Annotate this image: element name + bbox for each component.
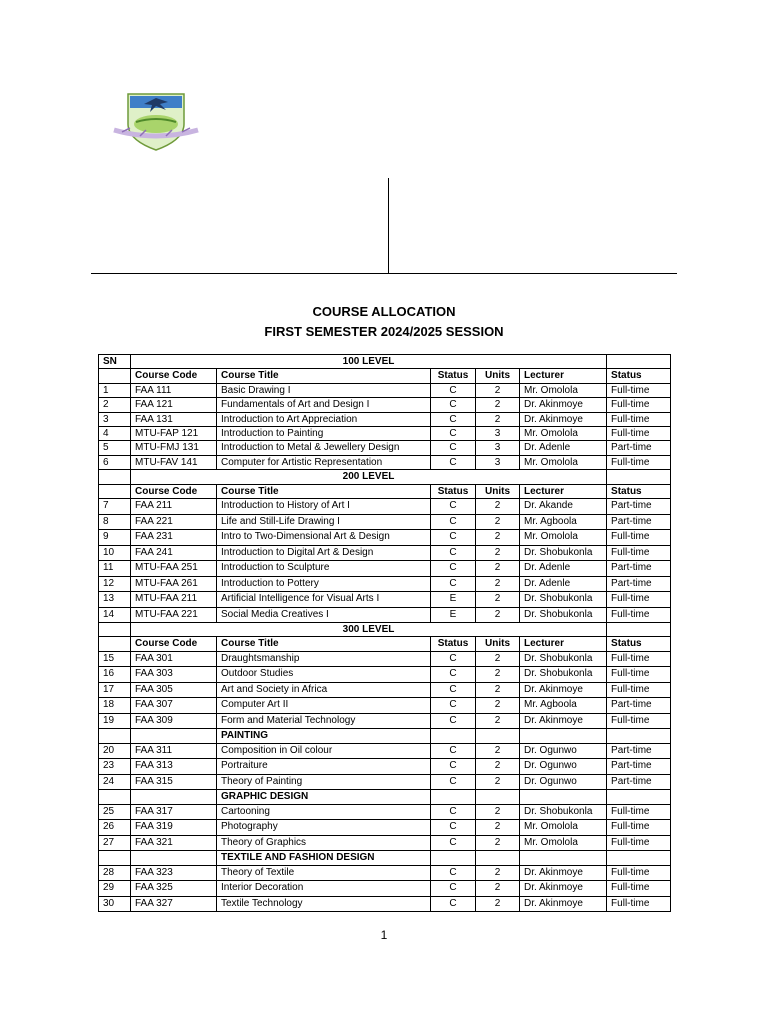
course-status-cell: C bbox=[431, 820, 476, 836]
course-units-cell: 3 bbox=[476, 441, 520, 455]
course-title-cell: Form and Material Technology bbox=[217, 713, 431, 729]
course-units-cell: 2 bbox=[476, 530, 520, 546]
lecturer-cell: Dr. Akinmoye bbox=[520, 713, 607, 729]
course-code-cell: MTU-FAA 251 bbox=[131, 561, 217, 577]
course-code-cell: MTU-FAA 221 bbox=[131, 607, 217, 623]
course-status-cell: C bbox=[431, 561, 476, 577]
course-title-cell: Introduction to Art Appreciation bbox=[217, 412, 431, 426]
course-code-cell: FAA 313 bbox=[131, 759, 217, 775]
course-units-cell: 2 bbox=[476, 651, 520, 667]
course-units-cell: 2 bbox=[476, 561, 520, 577]
course-units-cell: 2 bbox=[476, 398, 520, 412]
document-title: COURSE ALLOCATION bbox=[312, 304, 456, 319]
table-row bbox=[99, 651, 671, 667]
course-title-cell: Basic Drawing I bbox=[217, 383, 431, 397]
empty-cell bbox=[607, 470, 671, 484]
empty-cell bbox=[607, 729, 671, 743]
course-code-cell: MTU-FAA 211 bbox=[131, 592, 217, 608]
course-status-cell: C bbox=[431, 427, 476, 441]
table-row bbox=[99, 383, 671, 397]
course-title-cell: Theory of Graphics bbox=[217, 835, 431, 851]
lecturer-cell: Dr. Shobukonla bbox=[520, 804, 607, 820]
course-status-cell: C bbox=[431, 865, 476, 881]
header-horizontal-rule bbox=[91, 273, 677, 274]
header-course-code: Course Code bbox=[131, 484, 217, 498]
empty-cell bbox=[131, 851, 217, 865]
course-units-cell: 2 bbox=[476, 667, 520, 683]
course-units-cell: 2 bbox=[476, 576, 520, 592]
empty-cell bbox=[607, 623, 671, 637]
table-row bbox=[99, 759, 671, 775]
header-lecturer: Lecturer bbox=[520, 637, 607, 651]
sn-cell: 16 bbox=[99, 667, 131, 683]
course-units-cell: 2 bbox=[476, 514, 520, 530]
course-code-cell: FAA 311 bbox=[131, 743, 217, 759]
course-code-cell: FAA 231 bbox=[131, 530, 217, 546]
course-code-cell: FAA 321 bbox=[131, 835, 217, 851]
course-title-cell: Photography bbox=[217, 820, 431, 836]
employment-status-cell: Full-time bbox=[607, 412, 671, 426]
empty-cell bbox=[99, 729, 131, 743]
course-status-cell: C bbox=[431, 713, 476, 729]
employment-status-cell: Full-time bbox=[607, 713, 671, 729]
course-code-cell: FAA 241 bbox=[131, 545, 217, 561]
crest-icon bbox=[110, 90, 202, 152]
course-code-cell: FAA 317 bbox=[131, 804, 217, 820]
table-row bbox=[99, 774, 671, 790]
sn-cell: 11 bbox=[99, 561, 131, 577]
course-code-cell: FAA 323 bbox=[131, 865, 217, 881]
lecturer-cell: Dr. Adenle bbox=[520, 441, 607, 455]
table-row bbox=[99, 804, 671, 820]
course-units-cell: 2 bbox=[476, 412, 520, 426]
sn-cell: 28 bbox=[99, 865, 131, 881]
lecturer-cell: Dr. Shobukonla bbox=[520, 545, 607, 561]
lecturer-cell: Mr. Omolola bbox=[520, 820, 607, 836]
course-units-cell: 2 bbox=[476, 820, 520, 836]
table-row bbox=[99, 427, 671, 441]
sn-cell: 9 bbox=[99, 530, 131, 546]
section-title-row bbox=[99, 470, 671, 484]
lecturer-cell: Mr. Omolola bbox=[520, 835, 607, 851]
employment-status-cell: Part-time bbox=[607, 774, 671, 790]
sn-cell: 19 bbox=[99, 713, 131, 729]
header-status: Status bbox=[431, 484, 476, 498]
table-row bbox=[99, 455, 671, 469]
empty-cell bbox=[99, 790, 131, 804]
lecturer-cell: Mr. Omolola bbox=[520, 427, 607, 441]
employment-status-cell: Full-time bbox=[607, 530, 671, 546]
sn-cell: 15 bbox=[99, 651, 131, 667]
empty-cell bbox=[431, 729, 476, 743]
specialization-title: GRAPHIC DESIGN bbox=[217, 790, 431, 804]
course-title-cell: Outdoor Studies bbox=[217, 667, 431, 683]
header-units: Units bbox=[476, 637, 520, 651]
employment-status-cell: Full-time bbox=[607, 682, 671, 698]
empty-cell bbox=[131, 729, 217, 743]
lecturer-cell: Dr. Akinmoye bbox=[520, 865, 607, 881]
lecturer-cell: Dr. Ogunwo bbox=[520, 774, 607, 790]
header-units: Units bbox=[476, 369, 520, 383]
employment-status-cell: Full-time bbox=[607, 398, 671, 412]
course-units-cell: 2 bbox=[476, 545, 520, 561]
course-status-cell: C bbox=[431, 743, 476, 759]
section-title-row bbox=[99, 355, 671, 369]
employment-status-cell: Full-time bbox=[607, 455, 671, 469]
sn-cell: 7 bbox=[99, 499, 131, 515]
header-employment-status: Status bbox=[607, 369, 671, 383]
course-title-cell: Introduction to History of Art I bbox=[217, 499, 431, 515]
course-status-cell: C bbox=[431, 774, 476, 790]
lecturer-cell: Dr. Akande bbox=[520, 499, 607, 515]
specialization-title: PAINTING bbox=[217, 729, 431, 743]
empty-cell bbox=[99, 369, 131, 383]
header-course-code: Course Code bbox=[131, 637, 217, 651]
header-vertical-rule bbox=[388, 178, 389, 274]
sn-cell: 30 bbox=[99, 896, 131, 912]
course-status-cell: C bbox=[431, 398, 476, 412]
course-code-cell: MTU-FMJ 131 bbox=[131, 441, 217, 455]
table-row bbox=[99, 561, 671, 577]
employment-status-cell: Full-time bbox=[607, 383, 671, 397]
lecturer-cell: Dr. Akinmoye bbox=[520, 682, 607, 698]
column-header-row bbox=[99, 637, 671, 651]
course-title-cell: Computer for Artistic Representation bbox=[217, 455, 431, 469]
course-code-cell: FAA 221 bbox=[131, 514, 217, 530]
course-units-cell: 2 bbox=[476, 774, 520, 790]
course-status-cell: C bbox=[431, 759, 476, 775]
course-title-cell: Cartooning bbox=[217, 804, 431, 820]
course-status-cell: C bbox=[431, 698, 476, 714]
sn-cell: 8 bbox=[99, 514, 131, 530]
table-row bbox=[99, 682, 671, 698]
table-row bbox=[99, 530, 671, 546]
sn-cell: 3 bbox=[99, 412, 131, 426]
header-status: Status bbox=[431, 637, 476, 651]
course-status-cell: C bbox=[431, 804, 476, 820]
table-body bbox=[99, 355, 671, 912]
course-title-cell: Artificial Intelligence for Visual Arts I bbox=[217, 592, 431, 608]
course-title-cell: Social Media Creatives I bbox=[217, 607, 431, 623]
institution-logo bbox=[110, 90, 202, 152]
lecturer-cell: Dr. Ogunwo bbox=[520, 759, 607, 775]
table-row bbox=[99, 607, 671, 623]
table-row bbox=[99, 820, 671, 836]
sn-cell: 29 bbox=[99, 881, 131, 897]
employment-status-cell: Full-time bbox=[607, 545, 671, 561]
course-title-cell: Textile Technology bbox=[217, 896, 431, 912]
sn-cell: 24 bbox=[99, 774, 131, 790]
course-status-cell: C bbox=[431, 530, 476, 546]
course-code-cell: FAA 211 bbox=[131, 499, 217, 515]
employment-status-cell: Full-time bbox=[607, 607, 671, 623]
sn-cell: 26 bbox=[99, 820, 131, 836]
course-status-cell: C bbox=[431, 499, 476, 515]
lecturer-cell: Dr. Adenle bbox=[520, 561, 607, 577]
lecturer-cell: Dr. Shobukonla bbox=[520, 651, 607, 667]
course-title-cell: Theory of Painting bbox=[217, 774, 431, 790]
course-title-cell: Draughtsmanship bbox=[217, 651, 431, 667]
empty-cell bbox=[520, 729, 607, 743]
empty-cell bbox=[99, 851, 131, 865]
course-title-cell: Fundamentals of Art and Design I bbox=[217, 398, 431, 412]
sn-header-cell bbox=[99, 470, 131, 484]
empty-cell bbox=[431, 851, 476, 865]
course-code-cell: FAA 327 bbox=[131, 896, 217, 912]
page-number: 1 bbox=[380, 928, 388, 942]
header-status: Status bbox=[431, 369, 476, 383]
course-allocation-table bbox=[98, 354, 671, 912]
course-status-cell: C bbox=[431, 455, 476, 469]
sn-cell: 1 bbox=[99, 383, 131, 397]
course-code-cell: FAA 121 bbox=[131, 398, 217, 412]
header-course-title: Course Title bbox=[217, 637, 431, 651]
table-row bbox=[99, 592, 671, 608]
lecturer-cell: Dr. Akinmoye bbox=[520, 881, 607, 897]
course-title-cell: Computer Art II bbox=[217, 698, 431, 714]
course-status-cell: C bbox=[431, 514, 476, 530]
course-code-cell: FAA 111 bbox=[131, 383, 217, 397]
course-code-cell: MTU-FAA 261 bbox=[131, 576, 217, 592]
table-row bbox=[99, 865, 671, 881]
lecturer-cell: Dr. Akinmoye bbox=[520, 412, 607, 426]
employment-status-cell: Full-time bbox=[607, 881, 671, 897]
table-row bbox=[99, 896, 671, 912]
lecturer-cell: Dr. Shobukonla bbox=[520, 592, 607, 608]
sn-cell: 12 bbox=[99, 576, 131, 592]
table-row bbox=[99, 743, 671, 759]
table-row bbox=[99, 576, 671, 592]
lecturer-cell: Dr. Shobukonla bbox=[520, 667, 607, 683]
table-row bbox=[99, 667, 671, 683]
employment-status-cell: Full-time bbox=[607, 804, 671, 820]
table-row bbox=[99, 398, 671, 412]
course-status-cell: C bbox=[431, 881, 476, 897]
course-title-cell: Intro to Two-Dimensional Art & Design bbox=[217, 530, 431, 546]
employment-status-cell: Part-time bbox=[607, 759, 671, 775]
table-row bbox=[99, 499, 671, 515]
table-row bbox=[99, 441, 671, 455]
lecturer-cell: Mr. Omolola bbox=[520, 383, 607, 397]
course-title-cell: Introduction to Painting bbox=[217, 427, 431, 441]
empty-cell bbox=[476, 851, 520, 865]
table-row bbox=[99, 881, 671, 897]
course-code-cell: FAA 309 bbox=[131, 713, 217, 729]
employment-status-cell: Part-time bbox=[607, 561, 671, 577]
section-title-row bbox=[99, 851, 671, 865]
empty-cell bbox=[607, 355, 671, 369]
sn-cell: 25 bbox=[99, 804, 131, 820]
level-title: 100 LEVEL bbox=[131, 355, 607, 369]
course-code-cell: FAA 131 bbox=[131, 412, 217, 426]
empty-cell bbox=[520, 851, 607, 865]
lecturer-cell: Dr. Akinmoye bbox=[520, 896, 607, 912]
column-header-row bbox=[99, 369, 671, 383]
course-units-cell: 2 bbox=[476, 896, 520, 912]
course-units-cell: 2 bbox=[476, 881, 520, 897]
course-title-cell: Life and Still-Life Drawing I bbox=[217, 514, 431, 530]
course-units-cell: 2 bbox=[476, 698, 520, 714]
course-title-cell: Introduction to Digital Art & Design bbox=[217, 545, 431, 561]
section-title-row bbox=[99, 729, 671, 743]
course-units-cell: 2 bbox=[476, 865, 520, 881]
lecturer-cell: Dr. Akinmoye bbox=[520, 398, 607, 412]
course-units-cell: 2 bbox=[476, 499, 520, 515]
course-units-cell: 2 bbox=[476, 759, 520, 775]
specialization-title: TEXTILE AND FASHION DESIGN bbox=[217, 851, 431, 865]
section-title-row bbox=[99, 623, 671, 637]
header-employment-status: Status bbox=[607, 484, 671, 498]
employment-status-cell: Part-time bbox=[607, 743, 671, 759]
header-units: Units bbox=[476, 484, 520, 498]
lecturer-cell: Mr. Omolola bbox=[520, 455, 607, 469]
section-title-row bbox=[99, 790, 671, 804]
course-status-cell: E bbox=[431, 607, 476, 623]
empty-cell bbox=[607, 790, 671, 804]
employment-status-cell: Full-time bbox=[607, 592, 671, 608]
sn-cell: 13 bbox=[99, 592, 131, 608]
empty-cell bbox=[476, 790, 520, 804]
course-units-cell: 2 bbox=[476, 743, 520, 759]
sn-cell: 17 bbox=[99, 682, 131, 698]
empty-cell bbox=[607, 851, 671, 865]
employment-status-cell: Part-time bbox=[607, 698, 671, 714]
course-title-cell: Theory of Textile bbox=[217, 865, 431, 881]
course-status-cell: E bbox=[431, 592, 476, 608]
sn-header-cell: SN bbox=[99, 355, 131, 369]
course-title-cell: Art and Society in Africa bbox=[217, 682, 431, 698]
empty-cell bbox=[476, 729, 520, 743]
employment-status-cell: Full-time bbox=[607, 427, 671, 441]
employment-status-cell: Full-time bbox=[607, 865, 671, 881]
empty-cell bbox=[431, 790, 476, 804]
sn-cell: 10 bbox=[99, 545, 131, 561]
course-status-cell: C bbox=[431, 667, 476, 683]
course-title-cell: Introduction to Pottery bbox=[217, 576, 431, 592]
sn-cell: 18 bbox=[99, 698, 131, 714]
course-code-cell: MTU-FAP 121 bbox=[131, 427, 217, 441]
course-title-cell: Composition in Oil colour bbox=[217, 743, 431, 759]
employment-status-cell: Full-time bbox=[607, 835, 671, 851]
course-status-cell: C bbox=[431, 412, 476, 426]
table-row bbox=[99, 698, 671, 714]
course-units-cell: 2 bbox=[476, 804, 520, 820]
course-title-cell: Portraiture bbox=[217, 759, 431, 775]
sn-cell: 20 bbox=[99, 743, 131, 759]
lecturer-cell: Dr. Adenle bbox=[520, 576, 607, 592]
header-course-title: Course Title bbox=[217, 484, 431, 498]
course-code-cell: FAA 307 bbox=[131, 698, 217, 714]
employment-status-cell: Part-time bbox=[607, 499, 671, 515]
lecturer-cell: Dr. Shobukonla bbox=[520, 607, 607, 623]
table-row bbox=[99, 412, 671, 426]
header-course-code: Course Code bbox=[131, 369, 217, 383]
empty-cell bbox=[99, 637, 131, 651]
level-title: 200 LEVEL bbox=[131, 470, 607, 484]
course-title-cell: Introduction to Sculpture bbox=[217, 561, 431, 577]
level-title: 300 LEVEL bbox=[131, 623, 607, 637]
empty-cell bbox=[99, 484, 131, 498]
header-lecturer: Lecturer bbox=[520, 369, 607, 383]
column-header-row bbox=[99, 484, 671, 498]
course-code-cell: FAA 319 bbox=[131, 820, 217, 836]
sn-cell: 23 bbox=[99, 759, 131, 775]
course-units-cell: 2 bbox=[476, 383, 520, 397]
document-subtitle: FIRST SEMESTER 2024/2025 SESSION bbox=[264, 324, 504, 339]
employment-status-cell: Part-time bbox=[607, 514, 671, 530]
course-code-cell: FAA 325 bbox=[131, 881, 217, 897]
employment-status-cell: Part-time bbox=[607, 576, 671, 592]
course-title-cell: Interior Decoration bbox=[217, 881, 431, 897]
empty-cell bbox=[131, 790, 217, 804]
sn-cell: 5 bbox=[99, 441, 131, 455]
table-row bbox=[99, 514, 671, 530]
header-employment-status: Status bbox=[607, 637, 671, 651]
course-units-cell: 2 bbox=[476, 607, 520, 623]
course-units-cell: 3 bbox=[476, 427, 520, 441]
sn-cell: 4 bbox=[99, 427, 131, 441]
course-units-cell: 2 bbox=[476, 592, 520, 608]
course-status-cell: C bbox=[431, 835, 476, 851]
employment-status-cell: Full-time bbox=[607, 896, 671, 912]
course-code-cell: MTU-FAV 141 bbox=[131, 455, 217, 469]
employment-status-cell: Part-time bbox=[607, 441, 671, 455]
course-status-cell: C bbox=[431, 896, 476, 912]
sn-cell: 14 bbox=[99, 607, 131, 623]
course-code-cell: FAA 315 bbox=[131, 774, 217, 790]
employment-status-cell: Full-time bbox=[607, 651, 671, 667]
table-row bbox=[99, 545, 671, 561]
employment-status-cell: Full-time bbox=[607, 667, 671, 683]
course-code-cell: FAA 301 bbox=[131, 651, 217, 667]
lecturer-cell: Mr. Omolola bbox=[520, 530, 607, 546]
course-units-cell: 2 bbox=[476, 682, 520, 698]
course-code-cell: FAA 303 bbox=[131, 667, 217, 683]
empty-cell bbox=[520, 790, 607, 804]
course-units-cell: 2 bbox=[476, 835, 520, 851]
course-status-cell: C bbox=[431, 441, 476, 455]
lecturer-cell: Mr. Agboola bbox=[520, 698, 607, 714]
course-units-cell: 3 bbox=[476, 455, 520, 469]
lecturer-cell: Mr. Agboola bbox=[520, 514, 607, 530]
sn-cell: 27 bbox=[99, 835, 131, 851]
course-code-cell: FAA 305 bbox=[131, 682, 217, 698]
sn-cell: 2 bbox=[99, 398, 131, 412]
table-row bbox=[99, 835, 671, 851]
sn-header-cell bbox=[99, 623, 131, 637]
course-status-cell: C bbox=[431, 651, 476, 667]
lecturer-cell: Dr. Ogunwo bbox=[520, 743, 607, 759]
employment-status-cell: Full-time bbox=[607, 820, 671, 836]
table-row bbox=[99, 713, 671, 729]
header-lecturer: Lecturer bbox=[520, 484, 607, 498]
course-status-cell: C bbox=[431, 545, 476, 561]
header-course-title: Course Title bbox=[217, 369, 431, 383]
course-status-cell: C bbox=[431, 383, 476, 397]
course-units-cell: 2 bbox=[476, 713, 520, 729]
course-title-cell: Introduction to Metal & Jewellery Design bbox=[217, 441, 431, 455]
course-status-cell: C bbox=[431, 576, 476, 592]
course-status-cell: C bbox=[431, 682, 476, 698]
sn-cell: 6 bbox=[99, 455, 131, 469]
